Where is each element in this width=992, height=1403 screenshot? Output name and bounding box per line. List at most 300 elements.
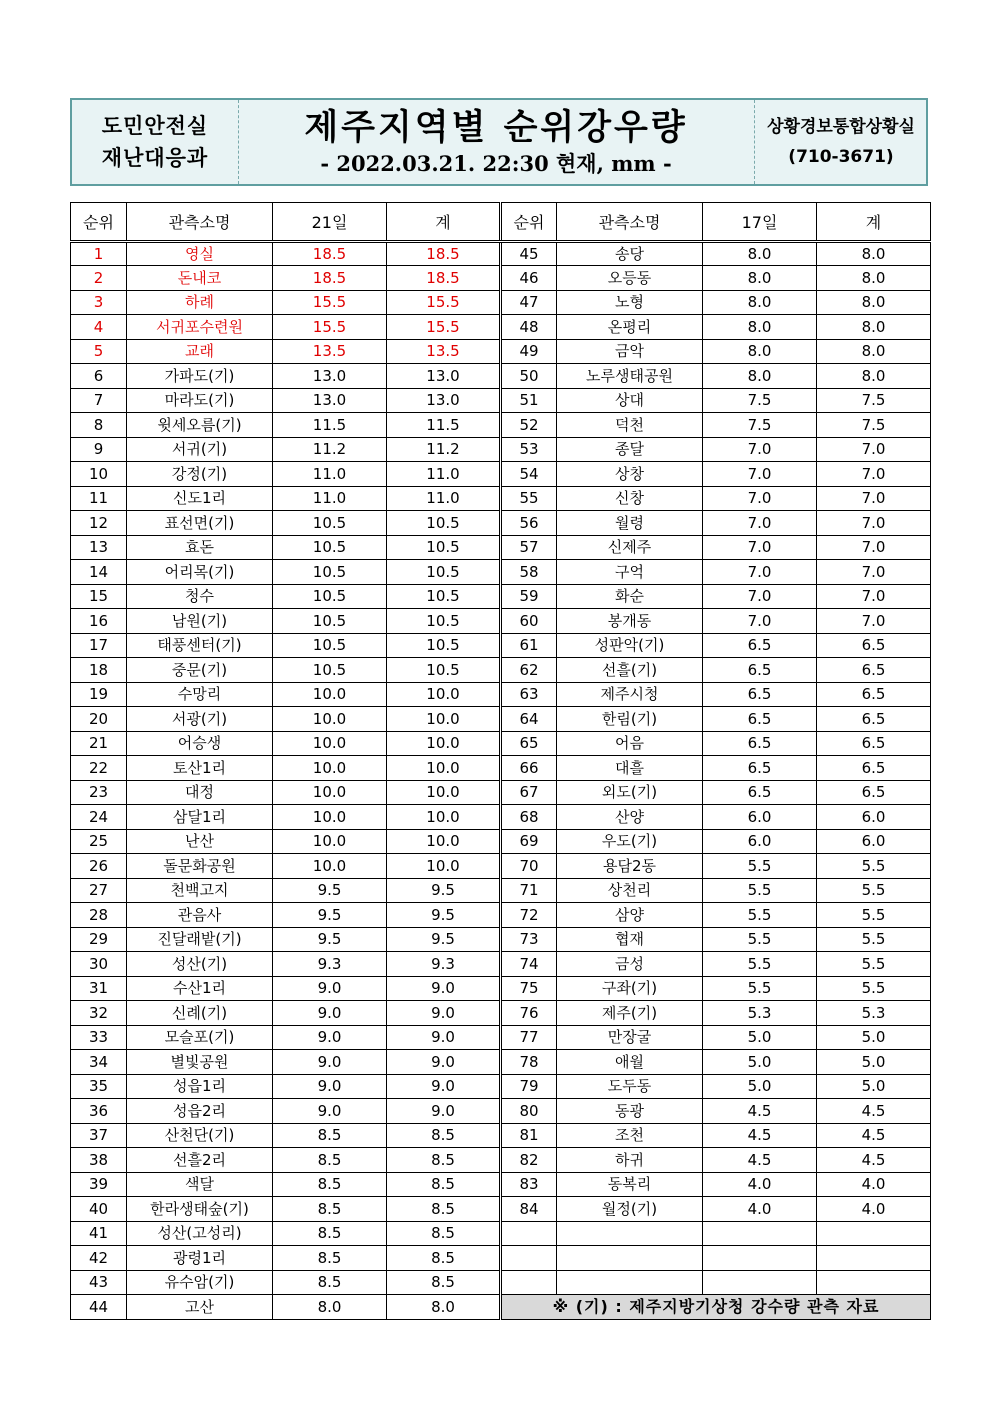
cell-day-rain: 15.5 <box>273 290 387 315</box>
cell-total-rain: 10.5 <box>387 535 501 560</box>
department-label <box>72 100 239 184</box>
cell-day-rain: 10.5 <box>273 584 387 609</box>
cell-day-rain: 7.0 <box>703 437 817 462</box>
table-row <box>71 609 931 634</box>
cell-day-rain: 11.5 <box>273 413 387 438</box>
cell-station: 표선면(기) <box>127 511 273 536</box>
cell-day-rain: 5.0 <box>703 1025 817 1050</box>
table-row <box>71 1050 931 1075</box>
cell-station: 동복리 <box>557 1172 703 1197</box>
office-label <box>754 100 927 184</box>
cell-rank: 49 <box>501 339 557 364</box>
cell-total-rain: 7.5 <box>817 413 931 438</box>
table-body <box>71 242 931 1320</box>
cell-rank: 42 <box>71 1246 127 1271</box>
cell-rank: 47 <box>501 290 557 315</box>
cell-rank: 65 <box>501 731 557 756</box>
cell-station: 신제주 <box>557 535 703 560</box>
cell-day-rain: 9.0 <box>273 1074 387 1099</box>
cell-total-rain: 9.0 <box>387 976 501 1001</box>
cell-rank: 52 <box>501 413 557 438</box>
cell-station: 삼달1리 <box>127 805 273 830</box>
cell-day-rain: 8.5 <box>273 1172 387 1197</box>
cell-rank: 81 <box>501 1123 557 1148</box>
cell-station: 효돈 <box>127 535 273 560</box>
cell-station: 구좌(기) <box>557 976 703 1001</box>
cell-station: 애월 <box>557 1050 703 1075</box>
table-row <box>71 854 931 879</box>
cell-total-rain: 10.5 <box>387 560 501 585</box>
cell-station: 하귀 <box>557 1148 703 1173</box>
cell-total-rain: 15.5 <box>387 290 501 315</box>
cell-rank: 35 <box>71 1074 127 1099</box>
cell-total-rain: 5.3 <box>817 1001 931 1026</box>
cell-day-rain: 6.5 <box>703 658 817 683</box>
cell-total-rain: 13.0 <box>387 364 501 389</box>
cell-day-rain: 10.5 <box>273 535 387 560</box>
cell-day-rain: 7.0 <box>703 511 817 536</box>
cell-rank: 31 <box>71 976 127 1001</box>
cell-station: 유수암(기) <box>127 1270 273 1295</box>
cell-day-rain: 10.0 <box>273 731 387 756</box>
cell-rank: 14 <box>71 560 127 585</box>
cell-station: 서귀(기) <box>127 437 273 462</box>
cell-rank: 63 <box>501 682 557 707</box>
cell-station: 금악 <box>557 339 703 364</box>
cell-rank: 73 <box>501 927 557 952</box>
table-row <box>71 1221 931 1246</box>
cell-rank: 5 <box>71 339 127 364</box>
cell-day-rain: 8.5 <box>273 1270 387 1295</box>
cell-rank: 64 <box>501 707 557 732</box>
cell-rank: 62 <box>501 658 557 683</box>
cell-rank: 23 <box>71 780 127 805</box>
cell-station: 화순 <box>557 584 703 609</box>
cell-station: 교래 <box>127 339 273 364</box>
table-row <box>71 511 931 536</box>
cell-total-rain: 8.5 <box>387 1197 501 1222</box>
cell-station: 성판악(기) <box>557 633 703 658</box>
cell-station: 돈내코 <box>127 266 273 291</box>
cell-total-rain: 10.0 <box>387 731 501 756</box>
cell-day-rain: 9.5 <box>273 878 387 903</box>
cell-rank: 37 <box>71 1123 127 1148</box>
table-row <box>71 486 931 511</box>
cell-station: 제주시청 <box>557 682 703 707</box>
department-line-2: 재난대응과 <box>101 146 209 170</box>
empty-cell <box>557 1270 703 1295</box>
cell-rank: 79 <box>501 1074 557 1099</box>
cell-total-rain: 10.0 <box>387 805 501 830</box>
cell-total-rain: 9.5 <box>387 903 501 928</box>
cell-rank: 41 <box>71 1221 127 1246</box>
cell-rank: 50 <box>501 364 557 389</box>
table-row <box>71 633 931 658</box>
cell-station: 성읍2리 <box>127 1099 273 1124</box>
cell-total-rain: 7.0 <box>817 511 931 536</box>
cell-total-rain: 8.0 <box>817 290 931 315</box>
cell-day-rain: 7.0 <box>703 609 817 634</box>
cell-rank: 43 <box>71 1270 127 1295</box>
cell-station: 노형 <box>557 290 703 315</box>
cell-rank: 45 <box>501 242 557 266</box>
cell-day-rain: 5.5 <box>703 976 817 1001</box>
cell-rank: 36 <box>71 1099 127 1124</box>
cell-station: 월령 <box>557 511 703 536</box>
table-row <box>71 1246 931 1271</box>
cell-total-rain: 5.5 <box>817 927 931 952</box>
table-row <box>71 1197 931 1222</box>
cell-day-rain: 7.0 <box>703 462 817 487</box>
cell-day-rain: 10.0 <box>273 682 387 707</box>
cell-rank: 51 <box>501 388 557 413</box>
cell-rank: 24 <box>71 805 127 830</box>
cell-total-rain: 6.5 <box>817 731 931 756</box>
cell-rank: 44 <box>71 1295 127 1320</box>
cell-station: 노루생태공원 <box>557 364 703 389</box>
cell-total-rain: 18.5 <box>387 242 501 266</box>
cell-station: 도두동 <box>557 1074 703 1099</box>
cell-station: 구억 <box>557 560 703 585</box>
header-station-right: 관측소명 <box>557 203 703 242</box>
cell-total-rain: 8.0 <box>817 339 931 364</box>
table-row <box>71 878 931 903</box>
cell-station: 토산1리 <box>127 756 273 781</box>
cell-rank: 71 <box>501 878 557 903</box>
cell-total-rain: 9.3 <box>387 952 501 977</box>
cell-total-rain: 6.5 <box>817 756 931 781</box>
cell-total-rain: 10.0 <box>387 854 501 879</box>
table-row <box>71 976 931 1001</box>
cell-total-rain: 13.0 <box>387 388 501 413</box>
cell-total-rain: 10.0 <box>387 780 501 805</box>
cell-rank: 26 <box>71 854 127 879</box>
table-row <box>71 1123 931 1148</box>
cell-rank: 13 <box>71 535 127 560</box>
cell-total-rain: 5.0 <box>817 1074 931 1099</box>
empty-cell <box>817 1246 931 1271</box>
cell-total-rain: 15.5 <box>387 315 501 340</box>
cell-total-rain: 11.5 <box>387 413 501 438</box>
cell-station: 색달 <box>127 1172 273 1197</box>
cell-day-rain: 10.5 <box>273 633 387 658</box>
department-line-1: 도민안전실 <box>101 114 209 138</box>
cell-day-rain: 9.5 <box>273 903 387 928</box>
cell-day-rain: 11.2 <box>273 437 387 462</box>
cell-station: 온평리 <box>557 315 703 340</box>
cell-day-rain: 7.0 <box>703 584 817 609</box>
cell-day-rain: 5.0 <box>703 1050 817 1075</box>
cell-rank: 58 <box>501 560 557 585</box>
cell-rank: 59 <box>501 584 557 609</box>
table-row <box>71 462 931 487</box>
cell-day-rain: 4.0 <box>703 1172 817 1197</box>
cell-rank: 15 <box>71 584 127 609</box>
cell-day-rain: 10.5 <box>273 658 387 683</box>
empty-cell <box>501 1270 557 1295</box>
cell-day-rain: 8.0 <box>703 242 817 266</box>
cell-total-rain: 7.0 <box>817 535 931 560</box>
cell-station: 어음 <box>557 731 703 756</box>
cell-rank: 39 <box>71 1172 127 1197</box>
cell-station: 대정 <box>127 780 273 805</box>
cell-rank: 67 <box>501 780 557 805</box>
table-row <box>71 560 931 585</box>
office-phone: (710-3671) <box>788 147 894 167</box>
cell-station: 상대 <box>557 388 703 413</box>
cell-total-rain: 18.5 <box>387 266 501 291</box>
table-row <box>71 1074 931 1099</box>
cell-rank: 16 <box>71 609 127 634</box>
cell-day-rain: 10.5 <box>273 609 387 634</box>
cell-station: 오등동 <box>557 266 703 291</box>
rainfall-ranking-table <box>70 202 931 1320</box>
cell-rank: 30 <box>71 952 127 977</box>
cell-station: 태풍센터(기) <box>127 633 273 658</box>
cell-station: 성읍1리 <box>127 1074 273 1099</box>
table-row <box>71 1295 931 1320</box>
table-row <box>71 829 931 854</box>
empty-cell <box>501 1246 557 1271</box>
cell-day-rain: 5.5 <box>703 878 817 903</box>
cell-rank: 40 <box>71 1197 127 1222</box>
cell-day-rain: 8.0 <box>703 364 817 389</box>
cell-rank: 9 <box>71 437 127 462</box>
cell-total-rain: 8.5 <box>387 1221 501 1246</box>
cell-total-rain: 8.5 <box>387 1270 501 1295</box>
cell-day-rain: 6.5 <box>703 756 817 781</box>
cell-station: 남원(기) <box>127 609 273 634</box>
table-row <box>71 731 931 756</box>
cell-day-rain: 5.5 <box>703 903 817 928</box>
cell-total-rain: 7.0 <box>817 560 931 585</box>
cell-rank: 60 <box>501 609 557 634</box>
cell-total-rain: 5.5 <box>817 854 931 879</box>
cell-day-rain: 7.0 <box>703 560 817 585</box>
empty-cell <box>817 1270 931 1295</box>
cell-total-rain: 10.5 <box>387 584 501 609</box>
cell-total-rain: 6.0 <box>817 829 931 854</box>
cell-rank: 82 <box>501 1148 557 1173</box>
cell-total-rain: 10.5 <box>387 609 501 634</box>
cell-day-rain: 8.0 <box>703 266 817 291</box>
cell-station: 천백고지 <box>127 878 273 903</box>
cell-rank: 4 <box>71 315 127 340</box>
table-row <box>71 780 931 805</box>
cell-day-rain: 18.5 <box>273 266 387 291</box>
cell-station: 제주(기) <box>557 1001 703 1026</box>
empty-cell <box>703 1270 817 1295</box>
cell-rank: 8 <box>71 413 127 438</box>
cell-total-rain: 7.0 <box>817 584 931 609</box>
empty-cell <box>557 1221 703 1246</box>
cell-day-rain: 8.0 <box>703 339 817 364</box>
cell-day-rain: 10.0 <box>273 707 387 732</box>
cell-station: 우도(기) <box>557 829 703 854</box>
table-row <box>71 952 931 977</box>
cell-rank: 83 <box>501 1172 557 1197</box>
header-day: 21일 <box>273 203 387 242</box>
cell-total-rain: 4.5 <box>817 1099 931 1124</box>
cell-day-rain: 6.5 <box>703 682 817 707</box>
cell-rank: 78 <box>501 1050 557 1075</box>
cell-rank: 66 <box>501 756 557 781</box>
cell-rank: 27 <box>71 878 127 903</box>
cell-day-rain: 10.5 <box>273 511 387 536</box>
cell-rank: 29 <box>71 927 127 952</box>
cell-rank: 57 <box>501 535 557 560</box>
cell-rank: 28 <box>71 903 127 928</box>
cell-rank: 21 <box>71 731 127 756</box>
cell-station: 금성 <box>557 952 703 977</box>
table-header-row <box>71 203 931 242</box>
cell-day-rain: 9.0 <box>273 1099 387 1124</box>
cell-rank: 46 <box>501 266 557 291</box>
cell-rank: 76 <box>501 1001 557 1026</box>
cell-total-rain: 8.0 <box>387 1295 501 1320</box>
cell-rank: 75 <box>501 976 557 1001</box>
cell-day-rain: 5.0 <box>703 1074 817 1099</box>
cell-station: 신창 <box>557 486 703 511</box>
cell-day-rain: 8.5 <box>273 1123 387 1148</box>
cell-day-rain: 8.5 <box>273 1221 387 1246</box>
header-total-right: 계 <box>817 203 931 242</box>
cell-day-rain: 8.5 <box>273 1148 387 1173</box>
cell-total-rain: 6.5 <box>817 658 931 683</box>
cell-day-rain: 10.0 <box>273 854 387 879</box>
cell-rank: 56 <box>501 511 557 536</box>
cell-rank: 11 <box>71 486 127 511</box>
cell-total-rain: 10.0 <box>387 756 501 781</box>
cell-total-rain: 5.5 <box>817 976 931 1001</box>
cell-total-rain: 9.0 <box>387 1001 501 1026</box>
cell-station: 선흘(기) <box>557 658 703 683</box>
cell-station: 삼양 <box>557 903 703 928</box>
cell-day-rain: 7.0 <box>703 535 817 560</box>
cell-station: 한림(기) <box>557 707 703 732</box>
empty-cell <box>557 1246 703 1271</box>
cell-rank: 48 <box>501 315 557 340</box>
cell-station: 산양 <box>557 805 703 830</box>
cell-total-rain: 9.5 <box>387 927 501 952</box>
cell-day-rain: 9.5 <box>273 927 387 952</box>
cell-total-rain: 7.0 <box>817 462 931 487</box>
header-total: 계 <box>387 203 501 242</box>
cell-total-rain: 7.0 <box>817 486 931 511</box>
cell-rank: 69 <box>501 829 557 854</box>
header-station: 관측소명 <box>127 203 273 242</box>
cell-day-rain: 10.5 <box>273 560 387 585</box>
cell-station: 하례 <box>127 290 273 315</box>
cell-rank: 10 <box>71 462 127 487</box>
page-subtitle: - 2022.03.21. 22:30 현재, mm - <box>320 151 672 176</box>
cell-station: 돌문화공원 <box>127 854 273 879</box>
cell-station: 난산 <box>127 829 273 854</box>
cell-station: 한라생태숲(기) <box>127 1197 273 1222</box>
cell-day-rain: 11.0 <box>273 462 387 487</box>
cell-station: 성산(고성리) <box>127 1221 273 1246</box>
cell-total-rain: 11.0 <box>387 462 501 487</box>
cell-total-rain: 5.0 <box>817 1050 931 1075</box>
cell-station: 청수 <box>127 584 273 609</box>
cell-station: 수망리 <box>127 682 273 707</box>
cell-rank: 55 <box>501 486 557 511</box>
cell-rank: 6 <box>71 364 127 389</box>
cell-station: 어리목(기) <box>127 560 273 585</box>
cell-total-rain: 8.0 <box>817 266 931 291</box>
table-row <box>71 1270 931 1295</box>
table-row <box>71 437 931 462</box>
cell-total-rain: 11.2 <box>387 437 501 462</box>
cell-rank: 61 <box>501 633 557 658</box>
cell-day-rain: 8.5 <box>273 1197 387 1222</box>
cell-total-rain: 9.0 <box>387 1099 501 1124</box>
cell-rank: 7 <box>71 388 127 413</box>
cell-station: 서광(기) <box>127 707 273 732</box>
cell-rank: 3 <box>71 290 127 315</box>
cell-station: 모슬포(기) <box>127 1025 273 1050</box>
cell-rank: 38 <box>71 1148 127 1173</box>
cell-station: 서귀포수련원 <box>127 315 273 340</box>
cell-total-rain: 10.0 <box>387 682 501 707</box>
cell-total-rain: 9.0 <box>387 1025 501 1050</box>
cell-day-rain: 9.0 <box>273 1025 387 1050</box>
cell-day-rain: 10.0 <box>273 756 387 781</box>
footnote: ※ (기) : 제주지방기상청 강수량 관측 자료 <box>501 1295 931 1320</box>
cell-day-rain: 15.5 <box>273 315 387 340</box>
cell-station: 광령1리 <box>127 1246 273 1271</box>
empty-cell <box>817 1221 931 1246</box>
cell-total-rain: 8.0 <box>817 242 931 266</box>
cell-total-rain: 10.0 <box>387 707 501 732</box>
cell-total-rain: 5.0 <box>817 1025 931 1050</box>
cell-station: 덕천 <box>557 413 703 438</box>
cell-day-rain: 18.5 <box>273 242 387 266</box>
cell-day-rain: 4.0 <box>703 1197 817 1222</box>
cell-day-rain: 6.5 <box>703 780 817 805</box>
table-row <box>71 242 931 266</box>
cell-station: 수산1리 <box>127 976 273 1001</box>
cell-day-rain: 8.0 <box>703 315 817 340</box>
table-row <box>71 364 931 389</box>
cell-rank: 12 <box>71 511 127 536</box>
cell-station: 어승생 <box>127 731 273 756</box>
cell-station: 영실 <box>127 242 273 266</box>
cell-rank: 22 <box>71 756 127 781</box>
cell-total-rain: 4.5 <box>817 1123 931 1148</box>
cell-total-rain: 11.0 <box>387 486 501 511</box>
cell-station: 봉개동 <box>557 609 703 634</box>
table-row <box>71 413 931 438</box>
cell-day-rain: 9.0 <box>273 1001 387 1026</box>
cell-day-rain: 7.5 <box>703 388 817 413</box>
cell-station: 송당 <box>557 242 703 266</box>
cell-day-rain: 5.5 <box>703 952 817 977</box>
cell-total-rain: 7.0 <box>817 609 931 634</box>
cell-total-rain: 9.0 <box>387 1074 501 1099</box>
header-banner <box>70 98 928 186</box>
table-row <box>71 584 931 609</box>
cell-rank: 2 <box>71 266 127 291</box>
empty-cell <box>703 1246 817 1271</box>
cell-rank: 84 <box>501 1197 557 1222</box>
table-row <box>71 658 931 683</box>
cell-total-rain: 10.5 <box>387 633 501 658</box>
cell-station: 상천리 <box>557 878 703 903</box>
cell-station: 만장굴 <box>557 1025 703 1050</box>
table-row <box>71 927 931 952</box>
cell-station: 별빛공원 <box>127 1050 273 1075</box>
